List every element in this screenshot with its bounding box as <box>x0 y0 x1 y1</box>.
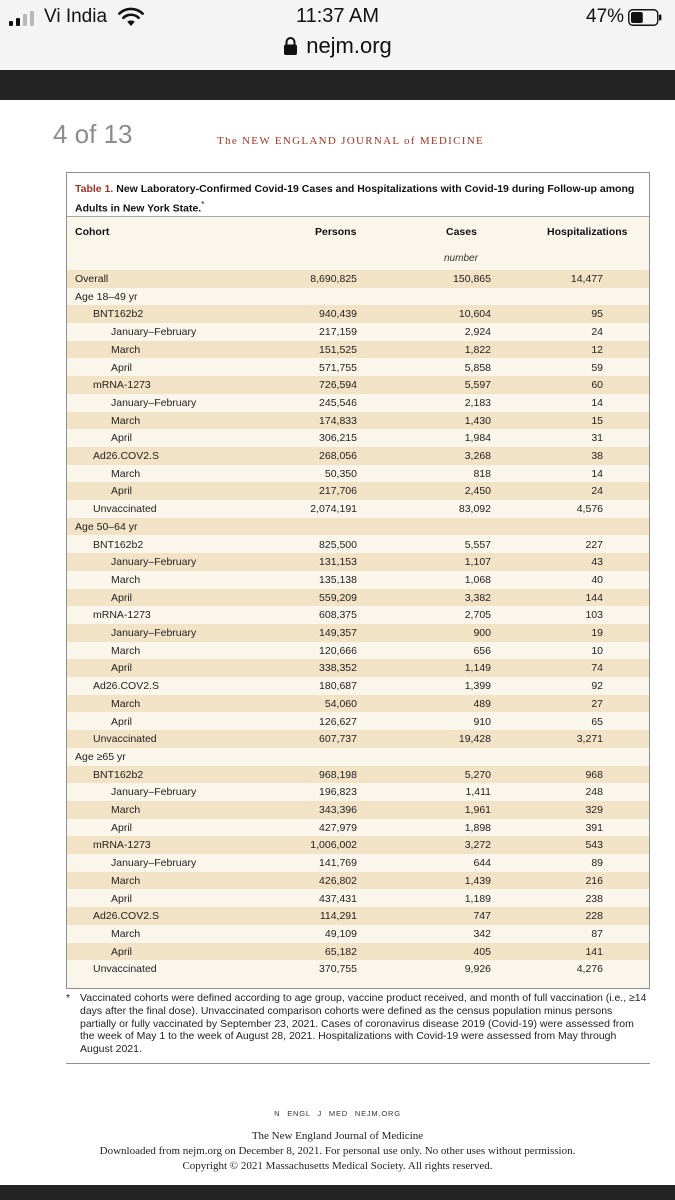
row-label: Unvaccinated <box>93 503 157 516</box>
table-row <box>67 518 649 536</box>
hospitalizations-cell: 248 <box>585 786 603 799</box>
table-footnote <box>66 992 650 1056</box>
carrier-name: Vi India <box>44 6 108 27</box>
table-row <box>67 412 649 430</box>
hospitalizations-cell: 65 <box>591 715 603 728</box>
cases-cell: 818 <box>473 467 491 480</box>
row-label: January–February <box>111 857 197 870</box>
cases-cell: 1,961 <box>464 804 491 816</box>
hospitalizations-cell: 14 <box>591 467 603 480</box>
url-bar[interactable]: nejm.org <box>306 33 392 58</box>
table-row <box>67 890 649 908</box>
row-label: April <box>111 485 133 498</box>
column-header-hospitalizations: Hospitalizations <box>547 226 628 238</box>
table-row <box>67 642 649 660</box>
cases-cell: 5,858 <box>464 361 491 374</box>
persons-cell: 217,706 <box>319 485 357 498</box>
cases-cell: 1,149 <box>464 662 491 675</box>
table-row <box>67 500 649 518</box>
row-label: April <box>111 432 133 445</box>
cases-cell: 1,411 <box>465 786 491 799</box>
row-label: Age 18–49 yr <box>75 290 138 303</box>
persons-cell: 151,525 <box>319 343 357 356</box>
cases-cell: 3,382 <box>464 591 491 604</box>
persons-cell: 245,546 <box>319 396 357 409</box>
table-row <box>67 606 649 624</box>
page-indicator: 4 of 13 <box>53 119 133 149</box>
cases-cell: 900 <box>473 627 491 639</box>
persons-cell: 306,215 <box>319 432 357 445</box>
column-header-persons: Persons <box>315 226 357 238</box>
persons-cell: 180,687 <box>319 680 357 693</box>
row-label: mRNA-1273 <box>93 609 151 622</box>
hospitalizations-cell: 27 <box>591 697 603 710</box>
cases-cell: 1,439 <box>464 874 491 887</box>
table-row <box>67 801 649 819</box>
hospitalizations-cell: 227 <box>585 538 603 551</box>
status-time: 11:37 AM <box>295 5 380 27</box>
table-row <box>67 447 649 465</box>
hospitalizations-cell: 10 <box>591 644 603 657</box>
footnote-text: Vaccinated cohorts were defined according to age group, vaccine product received, and month of full vaccination (i.e., ≥14 days after the final dose). Unvaccinated comparison cohorts were defined as the census population minus persons partially or fully vaccinated by September 23, 2021. Cases of coronavirus disease 2019 (Covid-19) were assessed from the week of May 1 to the week of August 28, 2021. Hospitalizations with Covid-19 were assessed from May through August 2021. <box>80 992 647 1056</box>
cases-cell: 1,984 <box>464 432 491 445</box>
row-label: April <box>111 662 133 675</box>
hospitalizations-cell: 59 <box>591 361 603 374</box>
pdf-viewer-top-bar <box>0 70 675 100</box>
persons-cell: 1,006,002 <box>310 839 357 852</box>
row-label: March <box>111 467 141 480</box>
column-header-cases: Cases <box>446 226 477 238</box>
persons-cell: 559,209 <box>319 591 357 604</box>
hospitalizations-cell: 19 <box>591 627 603 639</box>
hospitalizations-cell: 968 <box>585 768 603 781</box>
persons-cell: 427,979 <box>319 821 357 834</box>
table-caption <box>67 173 649 217</box>
cases-cell: 2,450 <box>464 485 491 498</box>
persons-cell: 608,375 <box>319 609 357 622</box>
hospitalizations-cell: 14 <box>591 396 603 409</box>
cases-cell: 5,597 <box>464 379 491 392</box>
row-label: mRNA-1273 <box>93 839 151 852</box>
persons-cell: 437,431 <box>319 892 357 905</box>
table-row <box>67 359 649 377</box>
row-label: March <box>111 343 141 356</box>
table-row <box>67 748 649 766</box>
table-row <box>67 553 649 571</box>
table-row <box>67 960 649 978</box>
hospitalizations-cell: 24 <box>591 485 603 498</box>
hospitalizations-cell: 95 <box>591 308 603 321</box>
row-label: mRNA-1273 <box>93 379 151 392</box>
persons-cell: 131,153 <box>319 556 357 569</box>
hospitalizations-cell: 92 <box>591 680 603 693</box>
row-label: January–February <box>111 627 197 639</box>
cases-cell: 1,107 <box>464 556 491 569</box>
cases-cell: 5,557 <box>464 538 491 551</box>
hospitalizations-cell: 216 <box>585 874 603 887</box>
journal-title: The NEW ENGLAND JOURNAL of MEDICINE <box>217 135 484 147</box>
persons-cell: 114,291 <box>319 910 357 923</box>
table-row <box>67 872 649 890</box>
table-row <box>67 288 649 306</box>
lock-icon <box>283 36 298 56</box>
persons-cell: 343,396 <box>319 804 357 816</box>
cases-cell: 83,092 <box>458 503 491 516</box>
row-label: Age 50–64 yr <box>75 520 138 533</box>
data-table <box>66 172 650 989</box>
persons-cell: 217,159 <box>319 326 357 339</box>
table-row <box>67 854 649 872</box>
cases-cell: 3,272 <box>464 839 491 852</box>
hospitalizations-cell: 4,276 <box>576 963 603 976</box>
persons-cell: 968,198 <box>319 768 357 781</box>
persons-cell: 426,802 <box>319 874 357 887</box>
footer-download-note: Downloaded from nejm.org on December 8, 2021. For personal use only. No other uses without permission. <box>99 1145 576 1157</box>
table-row <box>67 341 649 359</box>
cases-cell: 1,898 <box>464 821 491 834</box>
footer-journal: The New England Journal of Medicine <box>251 1130 424 1142</box>
row-label: March <box>111 804 141 816</box>
hospitalizations-cell: 3,271 <box>576 733 603 746</box>
battery-icon <box>628 9 662 26</box>
row-label: March <box>111 927 141 940</box>
table-caption-label: Table 1. <box>75 183 114 195</box>
persons-cell: 607,737 <box>319 733 357 746</box>
cases-cell: 1,822 <box>464 343 491 356</box>
row-label: April <box>111 591 133 604</box>
cases-cell: 2,183 <box>464 396 491 409</box>
row-label: BNT162b2 <box>93 538 144 551</box>
row-label: April <box>111 821 133 834</box>
row-label: March <box>111 697 141 710</box>
persons-cell: 268,056 <box>319 450 357 462</box>
hospitalizations-cell: 38 <box>591 450 603 462</box>
persons-cell: 120,666 <box>319 644 357 657</box>
row-label: BNT162b2 <box>93 308 144 321</box>
persons-cell: 571,755 <box>319 361 357 374</box>
persons-cell: 8,690,825 <box>310 273 357 285</box>
row-label: March <box>111 573 141 586</box>
table-row <box>67 270 649 288</box>
table-row <box>67 819 649 837</box>
row-label: April <box>111 945 133 958</box>
table-row <box>67 376 649 394</box>
persons-cell: 174,833 <box>319 414 357 427</box>
cases-cell: 5,270 <box>464 768 491 781</box>
table-row <box>67 305 649 323</box>
table-row <box>67 943 649 961</box>
table-row <box>67 695 649 713</box>
hospitalizations-cell: 74 <box>591 662 603 675</box>
row-label: January–February <box>111 556 197 569</box>
hospitalizations-cell: 543 <box>585 839 603 852</box>
hospitalizations-cell: 15 <box>591 414 603 427</box>
cases-cell: 1,430 <box>464 414 491 427</box>
cases-cell: 342 <box>473 927 491 940</box>
row-label: April <box>111 361 133 374</box>
status-bar <box>0 0 675 70</box>
battery-percent: 47% <box>586 6 625 27</box>
table-row <box>67 482 649 500</box>
persons-cell: 149,357 <box>319 627 357 639</box>
hospitalizations-cell: 329 <box>585 804 603 816</box>
persons-cell: 50,350 <box>324 467 357 480</box>
hospitalizations-cell: 31 <box>591 432 603 445</box>
cases-cell: 644 <box>473 857 491 870</box>
row-label: January–February <box>111 396 197 409</box>
cases-cell: 2,705 <box>464 609 491 622</box>
persons-cell: 370,755 <box>319 963 357 976</box>
cases-cell: 150,865 <box>453 273 491 285</box>
table-caption-footnote-mark: * <box>201 200 205 209</box>
table-row <box>67 624 649 642</box>
persons-cell: 2,074,191 <box>310 503 357 516</box>
footnote-mark: * <box>66 992 71 1004</box>
units-label: number <box>444 253 478 264</box>
row-label: Ad26.COV2.S <box>93 680 159 693</box>
table-row <box>67 429 649 447</box>
row-label: BNT162b2 <box>93 768 144 781</box>
table-row <box>67 465 649 483</box>
cases-cell: 9,926 <box>464 963 491 976</box>
cases-cell: 1,068 <box>464 573 491 586</box>
cases-cell: 2,924 <box>464 326 491 339</box>
persons-cell: 141,769 <box>319 857 357 870</box>
table-row <box>67 394 649 412</box>
table-row <box>67 677 649 695</box>
hospitalizations-cell: 24 <box>591 326 603 339</box>
hospitalizations-cell: 4,576 <box>576 503 603 516</box>
row-label: April <box>111 892 133 905</box>
row-label: April <box>111 715 133 728</box>
row-label: Age ≥65 yr <box>75 750 126 763</box>
hospitalizations-cell: 60 <box>591 379 603 392</box>
row-label: March <box>111 874 141 887</box>
column-header-cohort: Cohort <box>75 226 110 238</box>
hospitalizations-cell: 103 <box>585 609 603 622</box>
row-label: March <box>111 414 141 427</box>
table-row <box>67 713 649 731</box>
hospitalizations-cell: 12 <box>591 343 603 356</box>
table-header-row <box>67 218 649 242</box>
table-row <box>67 766 649 784</box>
row-label: Unvaccinated <box>93 963 157 976</box>
persons-cell: 65,182 <box>324 945 357 958</box>
row-label: January–February <box>111 326 197 339</box>
persons-cell: 338,352 <box>319 662 357 675</box>
cases-cell: 1,189 <box>464 892 491 905</box>
hospitalizations-cell: 228 <box>585 910 603 923</box>
row-label: Ad26.COV2.S <box>93 450 159 462</box>
persons-cell: 54,060 <box>324 697 357 710</box>
table-row <box>67 836 649 854</box>
table-row <box>67 323 649 341</box>
row-label: Unvaccinated <box>93 733 157 746</box>
table-row <box>67 589 649 607</box>
hospitalizations-cell: 43 <box>591 556 603 569</box>
persons-cell: 940,439 <box>319 308 357 321</box>
table-row <box>67 536 649 554</box>
row-label: Ad26.COV2.S <box>93 910 159 923</box>
hospitalizations-cell: 141 <box>585 945 603 958</box>
footer-copyright: Copyright © 2021 Massachusetts Medical Society. All rights reserved. <box>182 1160 493 1172</box>
cases-cell: 10,604 <box>458 308 491 321</box>
persons-cell: 726,594 <box>319 379 357 392</box>
table-row <box>67 571 649 589</box>
pdf-viewer-bottom-bar <box>0 1185 675 1200</box>
hospitalizations-cell: 14,477 <box>570 273 603 285</box>
footer-citation: N ENGL J MED NEJM.ORG <box>274 1109 401 1118</box>
table-units-row <box>67 242 649 270</box>
cases-cell: 19,428 <box>458 733 491 746</box>
hospitalizations-cell: 40 <box>591 573 603 586</box>
cases-cell: 1,399 <box>464 680 491 693</box>
footnote-divider <box>66 1063 650 1064</box>
cases-cell: 405 <box>473 945 491 958</box>
row-label: January–February <box>111 786 197 799</box>
persons-cell: 49,109 <box>324 927 357 940</box>
cases-cell: 747 <box>473 910 491 923</box>
table-caption-text: New Laboratory-Confirmed Covid-19 Cases and Hospitalizations with Covid-19 during Follow-up among Adults in New York State. <box>75 183 635 215</box>
cases-cell: 489 <box>473 697 491 710</box>
table-row <box>67 925 649 943</box>
cases-cell: 3,268 <box>464 450 491 462</box>
table-row <box>67 783 649 801</box>
hospitalizations-cell: 89 <box>591 857 603 870</box>
hospitalizations-cell: 238 <box>585 892 603 905</box>
table-row <box>67 907 649 925</box>
persons-cell: 126,627 <box>319 715 357 728</box>
row-label: Overall <box>75 273 109 285</box>
cases-cell: 656 <box>473 644 491 657</box>
persons-cell: 196,823 <box>319 786 357 799</box>
hospitalizations-cell: 87 <box>591 927 603 940</box>
row-label: March <box>111 644 141 657</box>
table-row <box>67 730 649 748</box>
hospitalizations-cell: 144 <box>585 591 603 604</box>
persons-cell: 135,138 <box>319 573 357 586</box>
table-row <box>67 659 649 677</box>
persons-cell: 825,500 <box>319 538 357 551</box>
cases-cell: 910 <box>473 715 491 728</box>
hospitalizations-cell: 391 <box>585 821 603 834</box>
